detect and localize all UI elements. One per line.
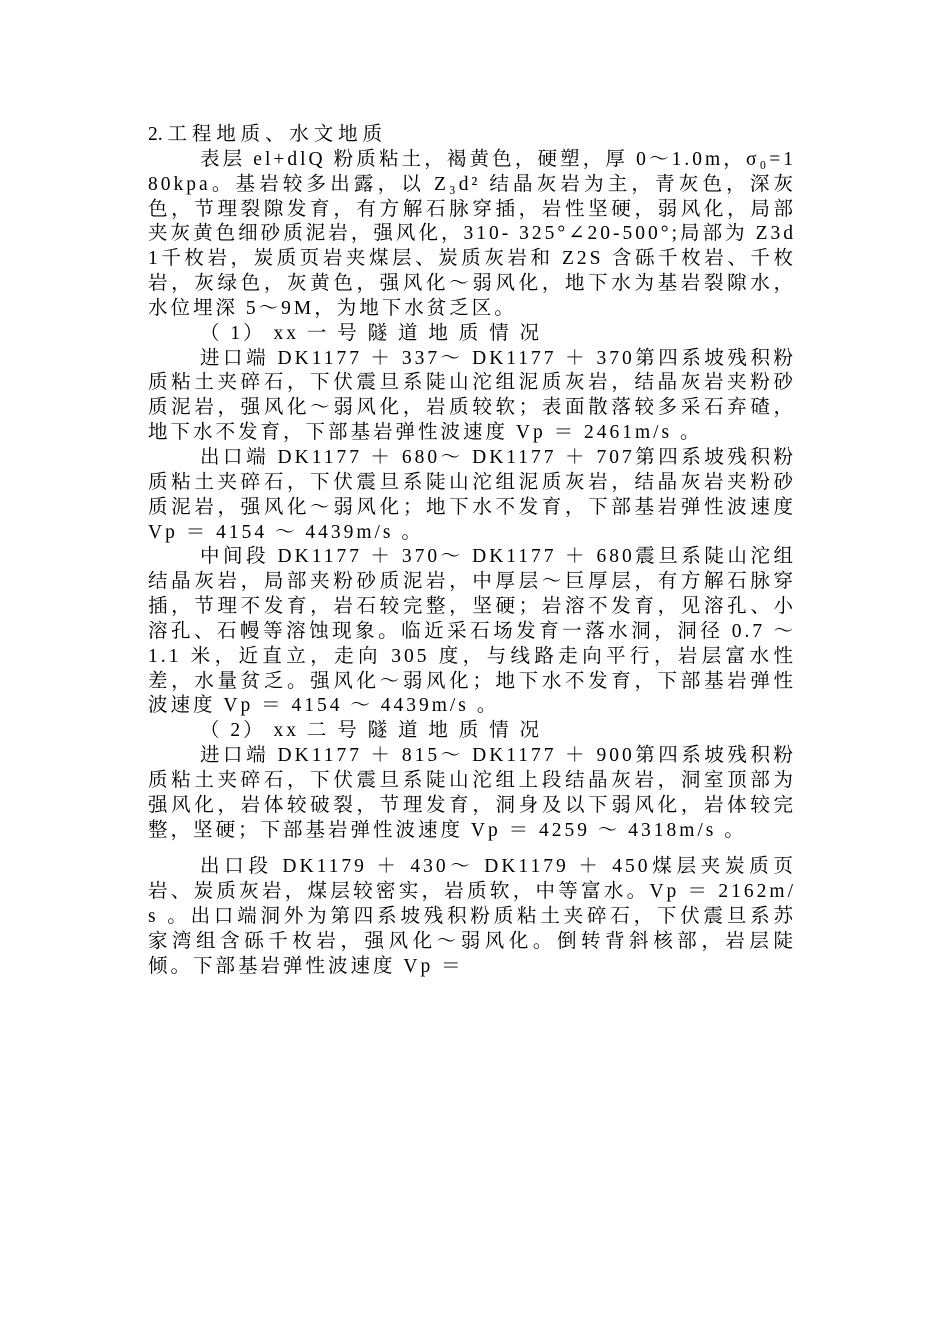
surface-geology-paragraph: 表层 el+dlQ 粉质粘土，褐黄色，硬塑，厚 0～1.0m，σ₀=180kpa。基岩较多出露，以 Z₃d² 结晶灰岩为主，青灰色，深灰色，节理裂隙发育，有方解石脉穿插，岩性坚硬，弱风化，局部夹灰黄色细砂质泥岩，强风化，310- 325°∠20-500°;局部为 Z3d1千枚岩，炭质页岩夹煤层、炭质灰岩和 Z2S 含砾千枚岩、千枚岩，灰绿色，灰黄色，强风化～弱风化，地下水为基岩裂隙水，水位埋深 5～9M，为地下水贫乏区。 — [148, 148, 796, 319]
document-page — [148, 123, 796, 980]
tunnel-1-exit-paragraph: 出口端 DK1177 ＋ 680～ DK1177 ＋ 707第四系坡残积粉质粘土夹碎石，下伏震旦系陡山沱组泥质灰岩，结晶灰岩夹粉砂质泥岩，强风化～弱风化；地下水不发育，下部基岩弹性波速度 Vp ＝ 4154 ～ 4439m/s 。 — [148, 446, 796, 543]
tunnel-2-exit-paragraph: 出口段 DK1179 ＋ 430～ DK1179 ＋ 450煤层夹炭质页岩、炭质灰岩，煤层较密实，岩质软，中等富水。Vp ＝ 2162m/s 。出口端洞外为第四系坡残积粉质粘土夹碎石，下伏震旦系苏家湾组含砾千枚岩，强风化～弱风化。倒转背斜核部，岩层陡倾。下部基岩弹性波速度 Vp ＝ — [148, 856, 796, 977]
tunnel-1-entrance-paragraph: 进口端 DK1177 ＋ 337～ DK1177 ＋ 370第四系坡残积粉质粘土夹碎石，下伏震旦系陡山沱组泥质灰岩，结晶灰岩夹粉砂质泥岩，强风化～弱风化，岩质较软；表面散落较多采石弃碴，地下水不发育，下部基岩弹性波速度 Vp ＝ 2461m/s 。 — [148, 347, 796, 444]
section-heading: 2. 工 程 地 质 、 水 文 地 质 — [148, 124, 383, 145]
tunnel-1-heading: （ 1） xx 一 号 隧 道 地 质 情 况 — [200, 322, 543, 344]
tunnel-2-entrance-paragraph: 进口端 DK1177 ＋ 815～ DK1177 ＋ 900第四系坡残积粉质粘土夹碎石，下伏震旦系陡山沱组上段结晶灰岩，洞室顶部为强风化，岩体较破裂，节理发育，洞身及以下弱风化，岩体较完整，坚硬；下部基岩弹性波速度 Vp ＝ 4259 ～ 4318m/s 。 — [148, 745, 796, 841]
tunnel-2-heading: （ 2） xx 二 号 隧 道 地 质 情 况 — [200, 720, 543, 742]
tunnel-1-middle-paragraph: 中间段 DK1177 ＋ 370～ DK1177 ＋ 680震旦系陡山沱组结晶灰岩，局部夹粉砂质泥岩，中厚层～巨厚层，有方解石脉穿插，节理不发育，岩石较完整，坚硬；岩溶不发育，见溶孔、小溶孔、石幔等溶蚀现象。临近采石场发育一落水洞，洞径 0.7 ～ 1.1 米，近直立，走向 305 度，与线路走向平行，岩层富水性差，水量贫乏。强风化～弱风化；地下水不发育，下部基岩弹性波速度 Vp ＝ 4154 ～ 4439m/s 。 — [148, 546, 796, 717]
